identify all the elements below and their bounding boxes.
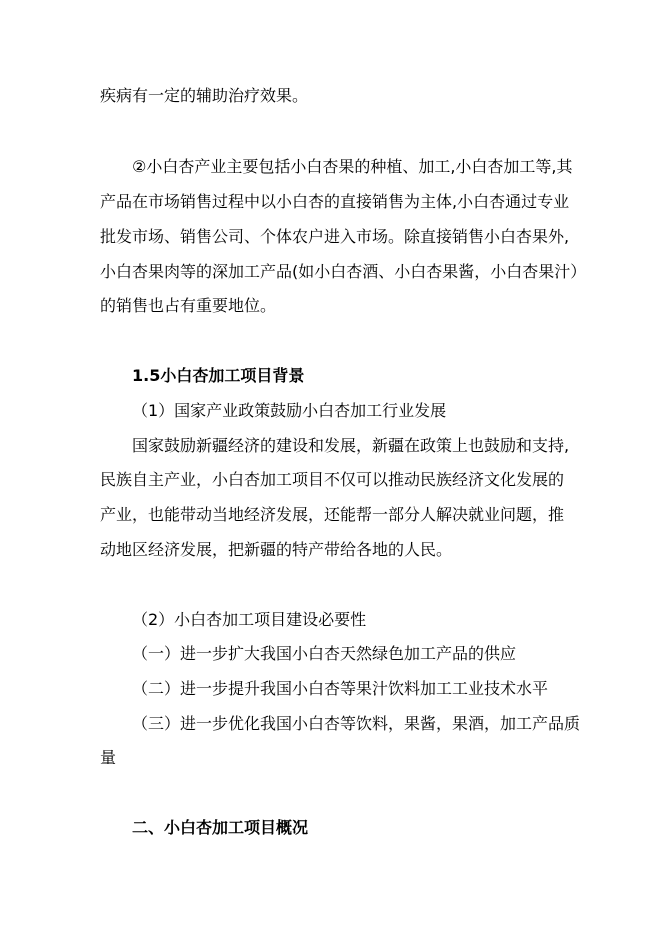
paragraph-line: 民族自主产业，小白杏加工项目不仅可以推动民族经济文化发展的 bbox=[100, 470, 565, 489]
section-heading: 1.5小白杏加工项目背景 bbox=[132, 366, 305, 385]
paragraph-line: 产业，也能带动当地经济发展，还能帮一部分人解决就业问题，推 bbox=[100, 505, 565, 524]
list-item-continuation: 量 bbox=[100, 748, 117, 767]
subsection-heading: （1）国家产业政策鼓励小白杏加工行业发展 bbox=[132, 401, 447, 420]
paragraph-line: 小白杏果肉等的深加工产品(如小白杏酒、小白杏果酱，小白杏果汁） bbox=[100, 262, 587, 281]
chapter-heading: 二、小白杏加工项目概况 bbox=[132, 818, 309, 837]
list-item: （一）进一步扩大我国小白杏天然绿色加工产品的供应 bbox=[132, 644, 517, 663]
paragraph-line: ②小白杏产业主要包括小白杏果的种植、加工,小白杏加工等,其 bbox=[132, 157, 573, 176]
paragraph-line: 产品在市场销售过程中以小白杏的直接销售为主体,小白杏通过专业 bbox=[100, 192, 570, 211]
paragraph-line: 国家鼓励新疆经济的建设和发展，新疆在政策上也鼓励和支持, bbox=[132, 436, 570, 455]
paragraph-line: 的销售也占有重要地位。 bbox=[100, 296, 277, 315]
subsection-heading: （2）小白杏加工项目建设必要性 bbox=[132, 610, 367, 629]
paragraph-line: 疾病有一定的辅助治疗效果。 bbox=[100, 86, 309, 105]
list-item: （二）进一步提升我国小白杏等果汁饮料加工工业技术水平 bbox=[132, 679, 549, 698]
paragraph-line: 动地区经济发展，把新疆的特产带给各地的人民。 bbox=[100, 540, 453, 559]
paragraph-line: 批发市场、销售公司、个体农户进入市场。除直接销售小白杏果外, bbox=[100, 227, 570, 246]
list-item: （三）进一步优化我国小白杏等饮料，果酱，果酒，加工产品质 bbox=[132, 714, 581, 733]
